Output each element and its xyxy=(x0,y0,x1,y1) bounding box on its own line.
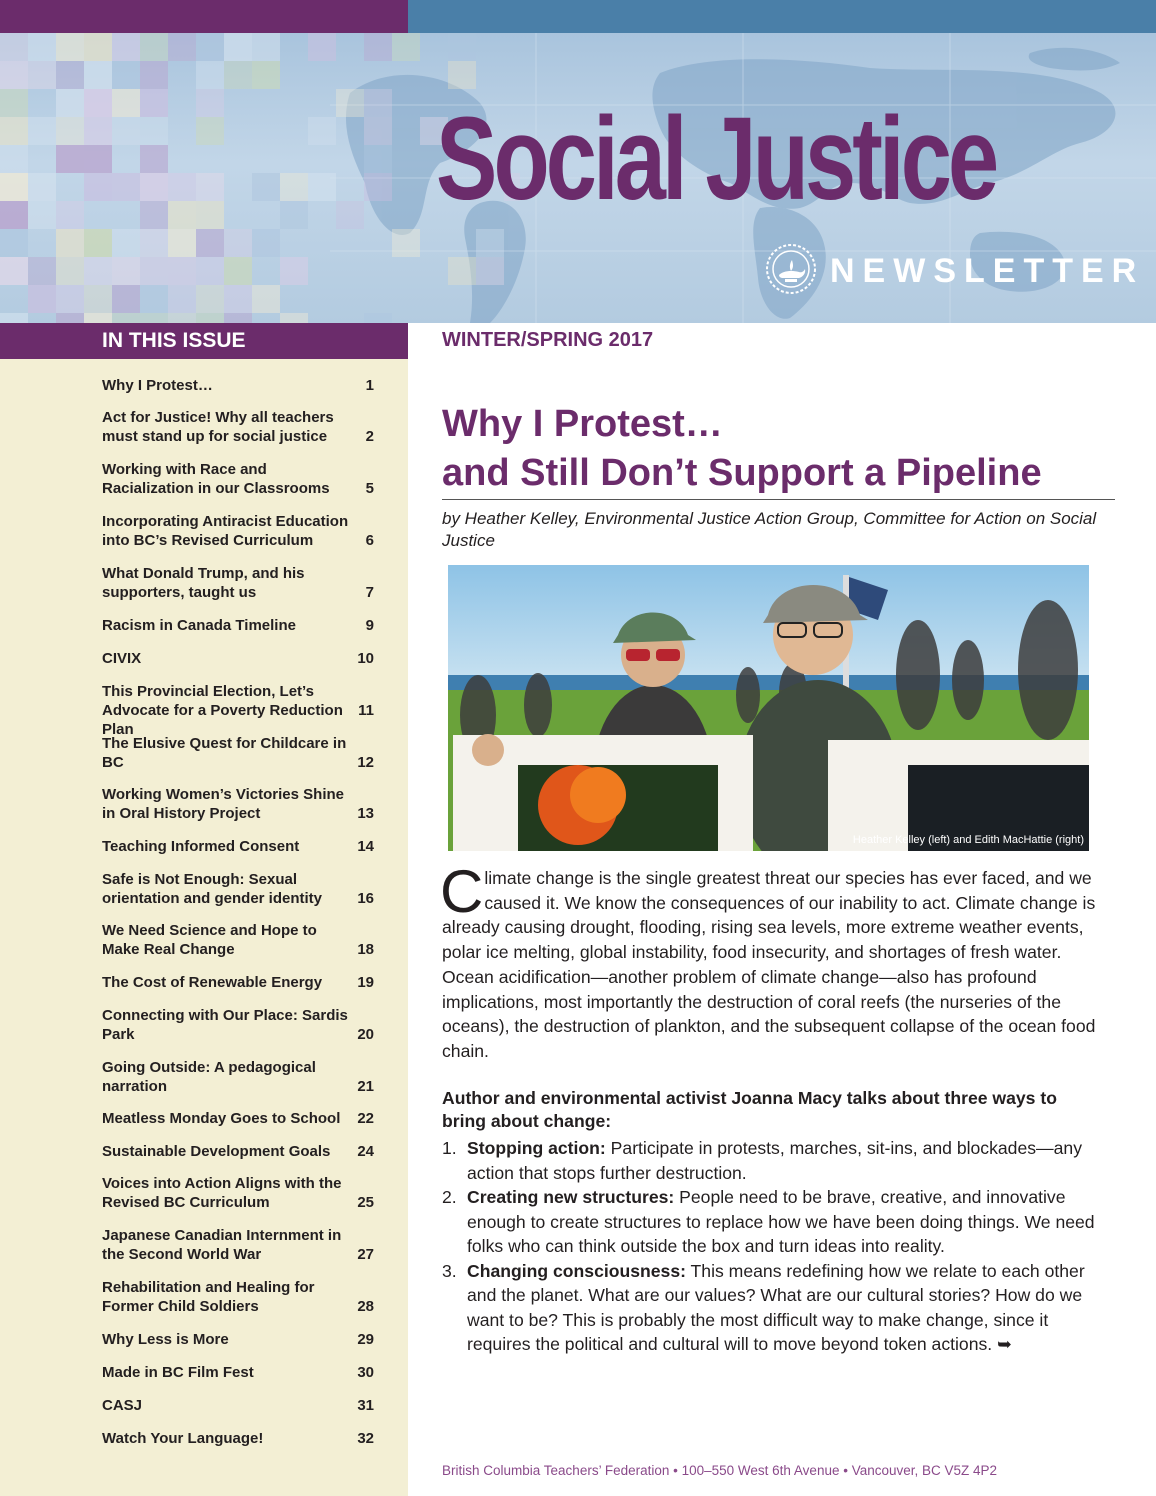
newsletter-title: Social Justice xyxy=(436,93,996,225)
mosaic-tile xyxy=(252,285,280,313)
mosaic-tile xyxy=(140,61,168,89)
masthead-purple-bar xyxy=(0,0,408,33)
toc-entry-title: Why I Protest… xyxy=(102,377,213,394)
toc-entry-page: 1 xyxy=(365,377,374,394)
mosaic-tile xyxy=(56,61,84,89)
mosaic-tile xyxy=(196,257,224,285)
mosaic-tile xyxy=(392,33,420,61)
mosaic-tile xyxy=(196,33,224,61)
mosaic-tile xyxy=(364,33,392,61)
toc-entry-title: Meatless Monday Goes to School xyxy=(102,1110,341,1127)
mosaic-tile xyxy=(112,257,140,285)
mosaic-tile xyxy=(364,145,392,173)
mosaic-tile xyxy=(28,61,56,89)
mosaic-tile xyxy=(224,33,252,61)
toc-entry[interactable] xyxy=(102,1142,380,1161)
article-byline: by Heather Kelley, Environmental Justice Action Group, Committee for Action on Social Justice xyxy=(442,509,1097,550)
mosaic-tile xyxy=(168,257,196,285)
mosaic-tile xyxy=(364,117,392,145)
headline-line-2: and Still Don’t Support a Pipeline xyxy=(442,452,1042,494)
mosaic-tile xyxy=(448,257,476,285)
mosaic-tile xyxy=(140,285,168,313)
mosaic-tile xyxy=(84,145,112,173)
mosaic-tile xyxy=(252,33,280,61)
headline-divider xyxy=(442,499,1115,500)
toc-entry[interactable] xyxy=(102,1330,380,1349)
toc-entry-page: 28 xyxy=(357,1298,374,1315)
toc-entry[interactable] xyxy=(102,785,380,823)
publisher-footer: British Columbia Teachers’ Federation • 100–550 West 6th Avenue • Vancouver, BC V5Z 4P2 xyxy=(442,1463,998,1478)
mosaic-tile xyxy=(280,201,308,229)
toc-entry[interactable] xyxy=(102,1363,380,1382)
toc-entry[interactable] xyxy=(102,1006,380,1044)
mosaic-tile xyxy=(28,285,56,313)
toc-entry-title: Teaching Informed Consent xyxy=(102,838,300,855)
toc-entry-page: 20 xyxy=(357,1026,374,1043)
list-item xyxy=(442,1136,1102,1185)
mosaic-tile xyxy=(112,33,140,61)
mosaic-tile xyxy=(308,173,336,201)
mosaic-tile xyxy=(84,229,112,257)
toc-entry-page: 14 xyxy=(357,838,374,855)
toc-entry[interactable] xyxy=(102,1396,380,1415)
toc-entry-page: 29 xyxy=(357,1331,374,1348)
toc-entry-title: The Elusive Quest for Childcare in BC xyxy=(102,735,347,771)
mosaic-tile xyxy=(140,257,168,285)
toc-entry-page: 31 xyxy=(357,1397,374,1414)
list-text: Participate in protests, marches, sit-ins, and blockades—any action that stops further destruction. xyxy=(467,1138,1083,1183)
toc-entry-page: 11 xyxy=(358,702,374,719)
mosaic-tile xyxy=(168,201,196,229)
mosaic-tile xyxy=(0,173,28,201)
toc-entry-title: Voices into Action Aligns with the Revised BC Curriculum xyxy=(102,1175,342,1211)
mosaic-tile xyxy=(0,89,28,117)
mosaic-tile xyxy=(224,285,252,313)
toc-entry-page: 21 xyxy=(357,1078,374,1095)
toc-entry-page: 13 xyxy=(357,805,374,822)
mosaic-tile xyxy=(84,313,112,323)
mosaic-tile xyxy=(140,145,168,173)
toc-entry-title: Japanese Canadian Internment in the Second World War xyxy=(102,1227,342,1263)
toc-entry-title: Rehabilitation and Healing for Former Child Soldiers xyxy=(102,1279,315,1315)
mosaic-tile xyxy=(112,89,140,117)
mosaic-tile xyxy=(224,61,252,89)
toc-entry-page: 25 xyxy=(357,1194,374,1211)
mosaic-tile xyxy=(140,313,168,323)
mosaic-tile xyxy=(168,285,196,313)
toc-entry-title: Made in BC Film Fest xyxy=(102,1364,254,1381)
mosaic-tile xyxy=(140,201,168,229)
mosaic-tile xyxy=(28,117,56,145)
mosaic-tile xyxy=(364,173,392,201)
article-photo xyxy=(448,565,1089,851)
toc-entry-title: The Cost of Renewable Energy xyxy=(102,974,323,991)
toc-entry-page: 9 xyxy=(365,617,374,634)
mosaic-tile xyxy=(112,173,140,201)
list-number: 3. xyxy=(442,1260,457,1281)
toc-entry[interactable] xyxy=(102,870,380,908)
mosaic-tile xyxy=(0,201,28,229)
toc-entry[interactable] xyxy=(102,512,380,550)
toc-entry-page: 5 xyxy=(365,480,374,497)
mosaic-tile xyxy=(56,285,84,313)
mosaic-tile xyxy=(140,173,168,201)
toc-entry[interactable] xyxy=(102,1226,380,1264)
mosaic-tile xyxy=(196,229,224,257)
mosaic-tile xyxy=(308,117,336,145)
mosaic-tile xyxy=(56,117,84,145)
mosaic-tile xyxy=(196,89,224,117)
mosaic-tile xyxy=(196,201,224,229)
toc-entry-page: 27 xyxy=(357,1246,374,1263)
mosaic-tile xyxy=(140,229,168,257)
mosaic-tile xyxy=(56,313,84,323)
mosaic-tile xyxy=(196,285,224,313)
mosaic-tile xyxy=(0,229,28,257)
toc-entry-page: 12 xyxy=(357,754,374,771)
toc-entry[interactable] xyxy=(102,973,380,992)
toc-entry[interactable] xyxy=(102,921,380,959)
ways-list xyxy=(442,1136,1102,1357)
masthead xyxy=(0,0,1156,323)
mosaic-tile xyxy=(56,89,84,117)
toc-entry[interactable] xyxy=(102,376,380,395)
toc-entry[interactable] xyxy=(102,1109,380,1128)
mosaic-tile xyxy=(336,201,364,229)
mosaic-tile xyxy=(224,229,252,257)
mosaic-tile xyxy=(84,89,112,117)
toc-entry-title: CIVIX xyxy=(102,650,142,667)
toc-entry-title: Why Less is More xyxy=(102,1331,229,1348)
mosaic-tile xyxy=(168,33,196,61)
mosaic-tile xyxy=(28,33,56,61)
mosaic-tile xyxy=(112,313,140,323)
toc-entry-page: 7 xyxy=(365,584,374,601)
toc-entry-title: Act for Justice! Why all teachers must stand up for social justice xyxy=(102,409,334,445)
protest-photo-illustration xyxy=(448,565,1089,851)
toc-entry[interactable] xyxy=(102,649,380,668)
mosaic-tile xyxy=(0,145,28,173)
mosaic-tile xyxy=(84,33,112,61)
mosaic-tile xyxy=(364,89,392,117)
toc-entry[interactable] xyxy=(102,1278,380,1316)
newsletter-subtitle: NEWSLETTER xyxy=(830,252,1145,290)
mosaic-tile xyxy=(140,117,168,145)
mosaic-tile xyxy=(168,173,196,201)
mosaic-tile xyxy=(56,201,84,229)
toc-entry[interactable] xyxy=(102,408,380,446)
mosaic-tile xyxy=(28,173,56,201)
toc-entry-title: Working Women’s Victories Shine in Oral History Project xyxy=(102,786,344,822)
toc-entry-page: 2 xyxy=(365,428,374,445)
mosaic-tile xyxy=(252,61,280,89)
mosaic-tile xyxy=(196,61,224,89)
mosaic-tile xyxy=(112,61,140,89)
mosaic-tile xyxy=(56,257,84,285)
toc-entry-title: Incorporating Antiracist Education into BC’s Revised Curriculum xyxy=(102,513,349,549)
mosaic-tile xyxy=(112,229,140,257)
mosaic-tile xyxy=(0,117,28,145)
mosaic-tile xyxy=(476,257,504,285)
toc-entry-title: Going Outside: A pedagogical narration xyxy=(102,1059,316,1095)
toc-entry-page: 24 xyxy=(357,1143,374,1160)
toc-entry-title: Sustainable Development Goals xyxy=(102,1143,331,1160)
article-headline xyxy=(442,400,1132,498)
issue-date: WINTER/SPRING 2017 xyxy=(442,329,654,351)
article-subhead: Author and environmental activist Joanna Macy talks about three ways to bring about change: xyxy=(442,1088,1057,1131)
mosaic-tile xyxy=(56,145,84,173)
mosaic-tile xyxy=(56,33,84,61)
mosaic-tile xyxy=(112,285,140,313)
mosaic-tile xyxy=(0,33,28,61)
mosaic-tile xyxy=(252,173,280,201)
mosaic-tile xyxy=(84,117,112,145)
mosaic-tile xyxy=(84,173,112,201)
mosaic-tile xyxy=(280,257,308,285)
bctf-lamp-seal-icon xyxy=(765,243,817,295)
mosaic-tile xyxy=(140,33,168,61)
toc-entry-title: Racism in Canada Timeline xyxy=(102,617,296,634)
mosaic-tile xyxy=(168,229,196,257)
toc-entry-page: 30 xyxy=(357,1364,374,1381)
list-text: People need to be brave, creative, and innovative enough to create structures to replace how we have been doing things. We need folks who can think outside the box and turn ideas into reality. xyxy=(467,1187,1095,1256)
mosaic-tile xyxy=(0,257,28,285)
list-term: Changing consciousness: xyxy=(467,1260,686,1281)
mosaic-tile xyxy=(0,313,28,323)
toc-entry-title: Watch Your Language! xyxy=(102,1430,264,1447)
list-term: Creating new structures: xyxy=(467,1187,675,1207)
mosaic-tile xyxy=(84,61,112,89)
toc-entry-title: Working with Race and Racialization in our Classrooms xyxy=(102,461,330,497)
mosaic-tile xyxy=(280,313,308,323)
mosaic-tile xyxy=(476,229,504,257)
article-intro xyxy=(440,858,1102,1064)
mosaic-tile xyxy=(364,313,392,323)
mosaic-tile xyxy=(84,285,112,313)
continue-arrow-icon[interactable]: ➥ xyxy=(997,1334,1012,1354)
toc-entry[interactable] xyxy=(102,682,380,738)
mosaic-tile xyxy=(252,229,280,257)
toc-entry-title: Connecting with Our Place: Sardis Park xyxy=(102,1007,348,1043)
list-item xyxy=(442,1185,1102,1259)
intro-paragraph: limate change is the single greatest threat our species has ever faced, and we caused it. We know the consequences of our inability to act. Climate change is already causing drought, flooding, rising sea levels, more extreme weather events, polar ice melting, global instability, food insecurity, and shortages of fresh water. Ocean acidification—another problem of climate change—also has profound implications, most importantly the destruction of coral reefs (the nurseries of the oceans), the destruction of plankton, and the subsequent collapse of the ocean food chain. xyxy=(442,868,1096,1061)
mosaic-tile xyxy=(224,257,252,285)
toc-entry-page: 16 xyxy=(357,890,374,907)
toc-heading: IN THIS ISSUE xyxy=(0,323,408,359)
mosaic-tile xyxy=(308,33,336,61)
mosaic-tile xyxy=(28,201,56,229)
photo-caption: Heather Kelley (left) and Edith MacHattie (right) xyxy=(852,834,1084,846)
mosaic-tile xyxy=(196,117,224,145)
list-item xyxy=(442,1259,1102,1357)
list-number: 1. xyxy=(442,1138,457,1158)
mosaic-tile xyxy=(84,257,112,285)
list-number: 2. xyxy=(442,1187,457,1207)
mosaic-tile xyxy=(28,257,56,285)
toc-entry[interactable] xyxy=(102,564,380,602)
toc-entry-title: CASJ xyxy=(102,1397,143,1414)
masthead-blue-bar xyxy=(408,0,1156,33)
mosaic-tile xyxy=(196,313,224,323)
toc-entry-page: 18 xyxy=(357,941,374,958)
toc-entry-title: Safe is Not Enough: Sexual orientation and gender identity xyxy=(102,871,323,907)
mosaic-tile xyxy=(392,229,420,257)
toc-entry[interactable] xyxy=(102,1174,380,1212)
toc-entry[interactable] xyxy=(102,460,380,498)
toc-entry-page: 6 xyxy=(365,532,374,549)
mosaic-tile xyxy=(448,33,476,61)
toc-entry[interactable] xyxy=(102,837,380,856)
toc-entry[interactable] xyxy=(102,1429,380,1448)
headline-line-1: Why I Protest… xyxy=(442,403,723,445)
toc-entry-page: 32 xyxy=(357,1430,374,1447)
mosaic-tile xyxy=(280,173,308,201)
list-term: Stopping action: xyxy=(467,1138,606,1158)
toc-entry[interactable] xyxy=(102,616,380,635)
toc-entry-page: 10 xyxy=(357,650,374,667)
toc-entry-page: 19 xyxy=(357,974,374,991)
toc-entry-title: What Donald Trump, and his supporters, taught us xyxy=(102,565,305,601)
table-of-contents xyxy=(0,323,408,1496)
mosaic-tile xyxy=(336,89,364,117)
toc-entry[interactable] xyxy=(102,734,380,772)
mosaic-tile xyxy=(168,313,196,323)
list-text: This means redefining how we relate to each other and the planet. What are our values? What are our cultural stories? How do we want to be? This is probably the most difficult way to make change, since it requires the political and cultural will to move beyond token actions. xyxy=(467,1260,1085,1354)
toc-entry-title: This Provincial Election, Let’s Advocate for a Poverty Reduction Plan xyxy=(102,683,343,738)
mosaic-tile xyxy=(112,117,140,145)
mosaic-tile xyxy=(56,229,84,257)
mosaic-tile xyxy=(224,313,252,323)
toc-entry[interactable] xyxy=(102,1058,380,1096)
drop-cap: C xyxy=(440,858,484,925)
toc-entry-page: 22 xyxy=(357,1110,374,1127)
mosaic-tile xyxy=(140,89,168,117)
mosaic-tile xyxy=(448,61,476,89)
mosaic-tile xyxy=(0,61,28,89)
toc-entry-title: We Need Science and Hope to Make Real Change xyxy=(102,922,317,958)
mosaic-tile xyxy=(196,173,224,201)
